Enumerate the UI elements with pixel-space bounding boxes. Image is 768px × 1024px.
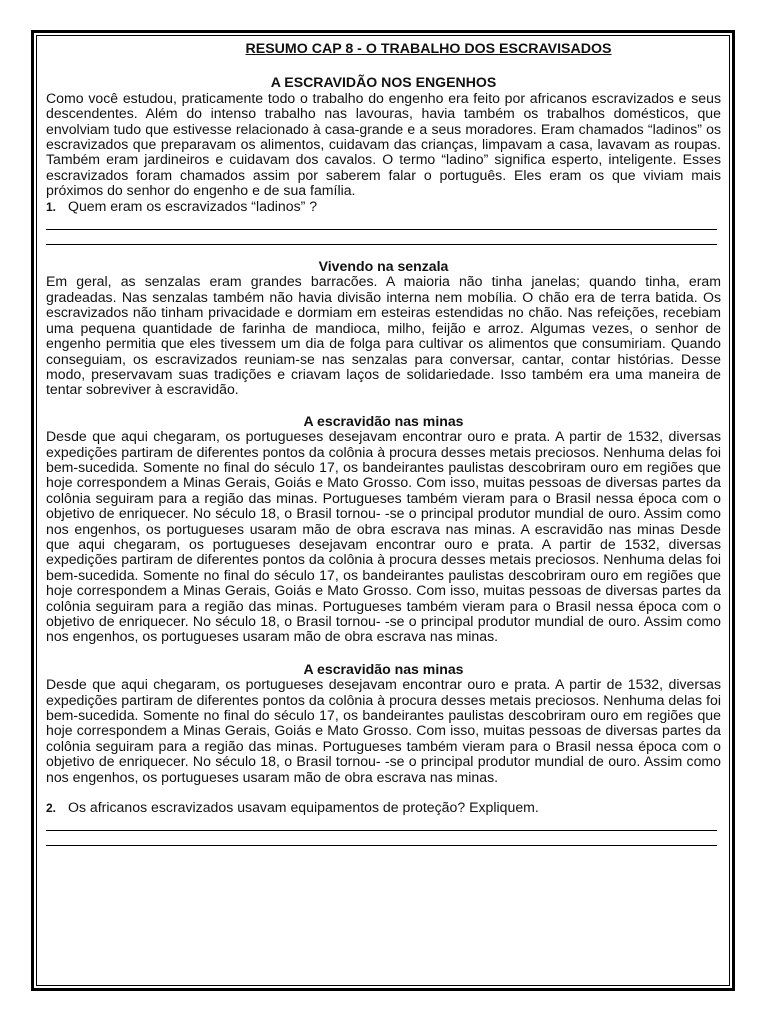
document-body [46, 42, 721, 846]
question-1 [46, 199, 721, 215]
answer-line[interactable] [46, 230, 717, 245]
section-text-engenhos: Como você estudou, praticamente todo o trabalho do engenho era feito por africanos escravizados e seus descendentes. Além do intenso trabalho nas lavouras, havia também os trabalhos domésticos, que envolviam tudo que estivesse relacionado à casa-grande e a seus moradores. Eram chamados “ladinos” os escravizados que preparavam os alimentos, cuidavam das crianças, limpavam a casa, lavavam as roupas. Também eram jardineiros e cuidavam dos cavalos. O termo “ladino” significa esperto, inteligente. Esses escravizados foram chamados assim por saberem falar o português. Eles eram os que viviam mais próximos do senhor do engenho e de sua família. [46, 89, 721, 199]
section-text-minas-2: Desde que aqui chegaram, os portugueses desejavam encontrar ouro e prata. A partir de 1532, diversas expedições partiram de diferentes pontos da colônia à procura desses metais preciosos. Nenhuma delas foi bem-sucedida. Somente no final do século 17, os bandeirantes paulistas descobriram ouro em regiões que hoje correspondem a Minas Gerais, Goiás e Mato Grosso. Com isso, muitas pessoas de diversas partes da colônia seguiram para a região das minas. Portugueses também vieram para o Brasil nessa época com o objetivo de enriquecer. No século 18, o Brasil tornou- -se o principal produtor mundial de ouro. Assim como nos engenhos, os portugueses usaram mão de obra escrava nas minas. [46, 676, 721, 785]
question-2 [46, 800, 721, 816]
document-title: RESUMO CAP 8 - O TRABALHO DOS ESCRAVISADOS [245, 41, 612, 57]
section-text-minas-1: Desde que aqui chegaram, os portugueses desejavam encontrar ouro e prata. A partir de 1532, diversas expedições partiram de diferentes pontos da colônia à procura desses metais preciosos. Nenhuma delas foi bem-sucedida. Somente no final do século 17, os bandeirantes paulistas descobriram ouro em regiões que hoje correspondem a Minas Gerais, Goiás e Mato Grosso. Com isso, muitas pessoas de diversas partes da colônia seguiram para a região das minas. Portugueses também vieram para o Brasil nessa época com o objetivo de enriquecer. No século 18, o Brasil tornou- -se o principal produtor mundial de ouro. Assim como nos engenhos, os portugueses usaram mão de obra escrava nas minas. A escravidão nas minas Desde que aqui chegaram, os portugueses desejavam encontrar ouro e prata. A partir de 1532, diversas expedições partiram de diferentes pontos da colônia à procura desses metais preciosos. Nenhuma delas foi bem-sucedida. Somente no final do século 17, os bandeirantes paulistas descobriram ouro em regiões que hoje correspondem a Minas Gerais, Goiás e Mato Grosso. Com isso, muitas pessoas de diversas partes da colônia seguiram para a região das minas. Portugueses também vieram para o Brasil nessa época com o objetivo de enriquecer. No século 18, o Brasil tornou- -se o principal produtor mundial de ouro. Assim como nos engenhos, os portugueses usaram mão de obra escrava nas minas. [46, 428, 721, 645]
question-1-number: 1. [46, 199, 57, 214]
answer-line[interactable] [46, 215, 717, 230]
section-heading-senzala: Vivendo na senzala [318, 258, 449, 275]
section-text-senzala: Em geral, as senzalas eram grandes barracões. A maioria não tinha janelas; quando tinha, eram gradeadas. Nas senzalas também não havia divisão interna nem mobília. O chão era de terra batida. Os escravizados não tinham privacidade e dormiam em esteiras estendidas no chão. Nas refeições, recebiam uma pequena quantidade de farinha de mandioca, milho, feijão e arroz. Algumas vezes, o senhor de engenho permitia que eles tivessem um dia de folga para cultivar os alimentos que consumiriam. Quando conseguiam, os escravizados reuniam-se nas senzalas para conversar, cantar, contar histórias. Desse modo, preservavam suas tradições e criavam laços de solidariedade. Isso também era uma maneira de tentar sobreviver à escravidão. [46, 273, 721, 398]
question-2-number: 2. [46, 801, 57, 816]
question-1-text: Quem eram os escravizados “ladinos” ? [68, 197, 318, 214]
section-heading-minas-2: A escravidão nas minas [303, 660, 464, 677]
answer-line[interactable] [46, 816, 717, 831]
answer-line[interactable] [46, 831, 717, 846]
question-2-text: Os africanos escravizados usavam equipamentos de proteção? Expliquem. [68, 799, 539, 816]
section-heading-minas-1: A escravidão nas minas [303, 412, 464, 429]
section-heading-engenhos: A ESCRAVIDÃO NOS ENGENHOS [270, 74, 497, 91]
